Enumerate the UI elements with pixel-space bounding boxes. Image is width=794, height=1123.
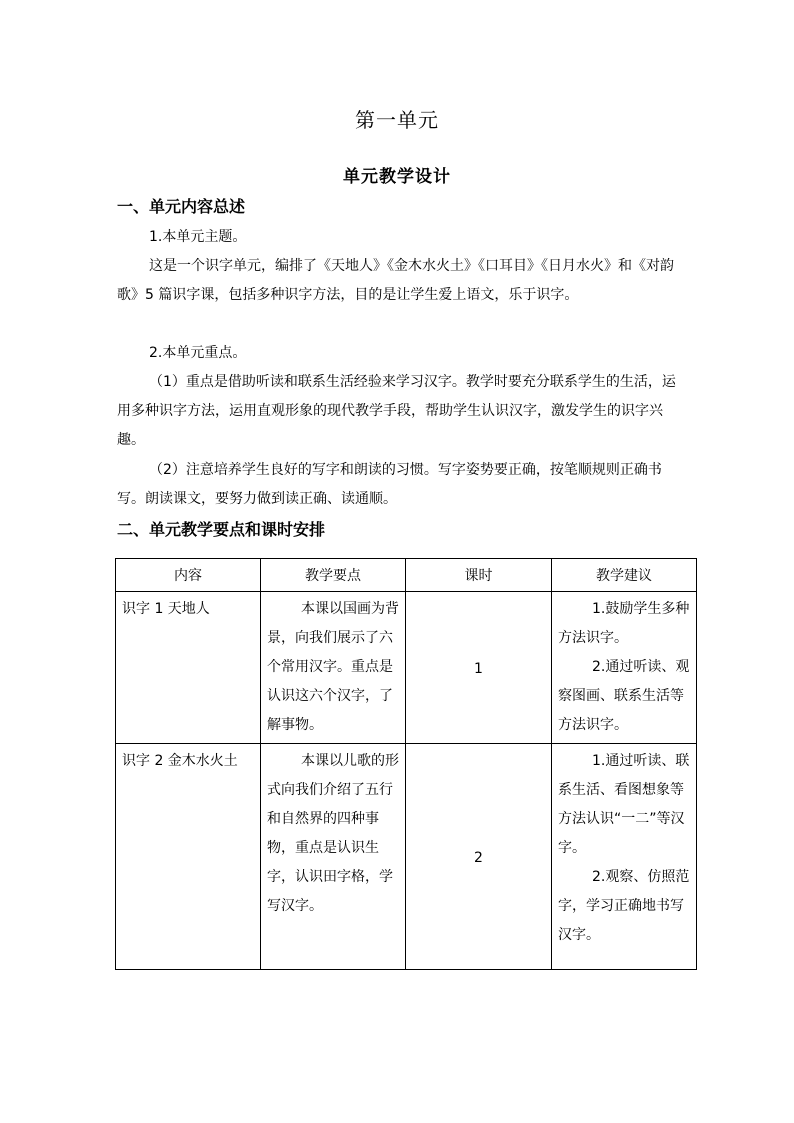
row-points: 本课以国画为背景，向我们展示了六个常用汉字。重点是认识这六个汉字，了解事物。 — [267, 601, 399, 733]
page-subtitle: 单元教学设计 — [343, 167, 451, 187]
focus-paragraph-1: （1）重点是借助听读和联系生活经验来学习汉字。教学时要充分联系学生的生活，运用多种识字方法，运用直观形象的现代教学手段，帮助学生认识汉字，激发学生的识字兴趣。 — [117, 374, 676, 448]
advice-item: 1.通过听读、联系生活、看图想象等方法认识“一二”等汉字。 — [558, 753, 690, 856]
theme-label: 1.本单元主题。 — [149, 229, 247, 245]
section-heading-1: 一、单元内容总述 — [117, 197, 246, 216]
header-content: 内容 — [116, 559, 261, 592]
table-row — [116, 592, 697, 744]
header-points: 教学要点 — [261, 559, 406, 592]
focus-label: 2.本单元重点。 — [149, 345, 247, 361]
row-hours: 2 — [474, 849, 483, 866]
header-advice: 教学建议 — [552, 559, 697, 592]
focus-paragraph-2: （2）注意培养学生良好的写字和朗读的习惯。写字姿势要正确，按笔顺规则正确书写。朗读课文，要努力做到读正确、读通顺。 — [117, 462, 662, 507]
header-hours: 课时 — [406, 559, 552, 592]
lesson-plan-table — [115, 558, 697, 970]
row-points: 本课以儿歌的形式向我们介绍了五行和自然界的四种事物，重点是认识生字，认识田字格，学写汉字。 — [267, 753, 399, 914]
page-title: 第一单元 — [355, 108, 439, 132]
row-content: 识字 2 金木水火土 — [122, 753, 238, 769]
table-header-row — [116, 559, 697, 592]
theme-paragraph: 这是一个识字单元，编排了《天地人》《金木水火土》《口耳目》《日月水火》和《对韵歌》5 篇识字课，包括多种识字方法，目的是让学生爱上语文，乐于识字。 — [117, 258, 674, 303]
table-row — [116, 744, 697, 970]
advice-item: 2.通过听读、观察图画、联系生活等方法识字。 — [558, 659, 690, 733]
row-content: 识字 1 天地人 — [122, 601, 210, 617]
row-advice — [552, 592, 696, 740]
advice-item: 2.观察、仿照范字，学习正确地书写汉字。 — [558, 869, 690, 943]
row-hours: 1 — [474, 660, 483, 677]
advice-item: 1.鼓励学生多种方法识字。 — [558, 601, 690, 646]
section-heading-2: 二、单元教学要点和课时安排 — [117, 520, 326, 539]
row-advice — [552, 744, 696, 950]
